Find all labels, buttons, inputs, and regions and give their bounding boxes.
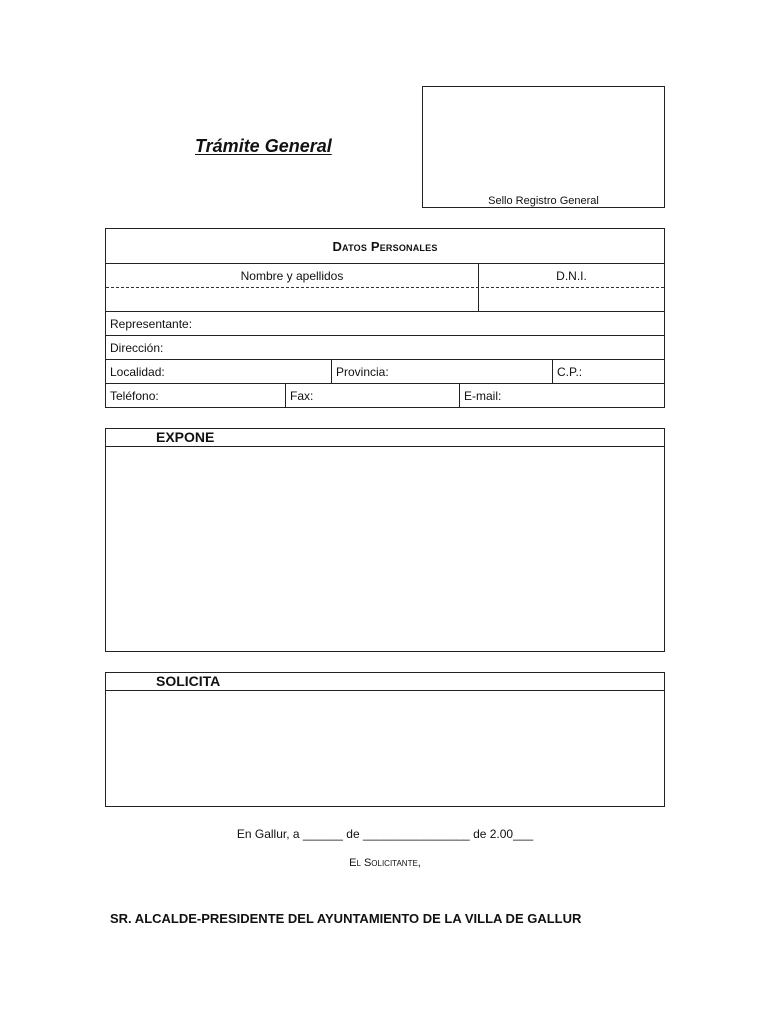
- sello-registro-label: Sello Registro General: [488, 195, 599, 207]
- dni-label: D.N.I.: [478, 264, 664, 287]
- representante-label: Representante:: [110, 316, 193, 331]
- destinatario-text: SR. ALCALDE-PRESIDENTE DEL AYUNTAMIENTO DE LA VILLA DE GALLUR: [110, 911, 582, 926]
- localidad-label[interactable]: Localidad:: [110, 364, 165, 379]
- solicita-textarea[interactable]: [106, 691, 664, 807]
- solicita-heading: SOLICITA: [106, 673, 664, 691]
- expone-textarea[interactable]: [106, 447, 664, 652]
- datos-personales-table: [105, 228, 665, 408]
- nombre-label: Nombre y apellidos: [240, 268, 344, 283]
- datos-personales-header: Datos Personales: [332, 238, 438, 254]
- direccion-label: Dirección:: [110, 340, 164, 355]
- nombre-field[interactable]: [106, 288, 478, 311]
- nombre-dni-fields-row: [106, 287, 664, 311]
- expone-heading: EXPONE: [106, 429, 664, 447]
- fax-label[interactable]: Fax:: [285, 384, 459, 407]
- cp-label[interactable]: C.P.:: [552, 360, 664, 383]
- telefono-label[interactable]: Teléfono:: [110, 388, 159, 403]
- fecha-line: [0, 827, 770, 841]
- solicita-section: [105, 672, 665, 807]
- nombre-header-row: [106, 263, 664, 287]
- provincia-label[interactable]: Provincia:: [331, 360, 552, 383]
- email-label[interactable]: E-mail:: [459, 384, 664, 407]
- form-title: Trámite General: [195, 136, 332, 156]
- expone-section: [105, 428, 665, 652]
- telefono-fax-email-row: [106, 383, 664, 407]
- firma-solicitante-label: El Solicitante,: [349, 857, 421, 869]
- dni-field[interactable]: [478, 288, 664, 311]
- sello-registro-box: [422, 86, 665, 208]
- fecha-text: En Gallur, a ______ de ________________ de 2.00___: [236, 827, 534, 841]
- representante-row[interactable]: [106, 311, 664, 335]
- direccion-row[interactable]: [106, 335, 664, 359]
- localidad-provincia-cp-row: [106, 359, 664, 383]
